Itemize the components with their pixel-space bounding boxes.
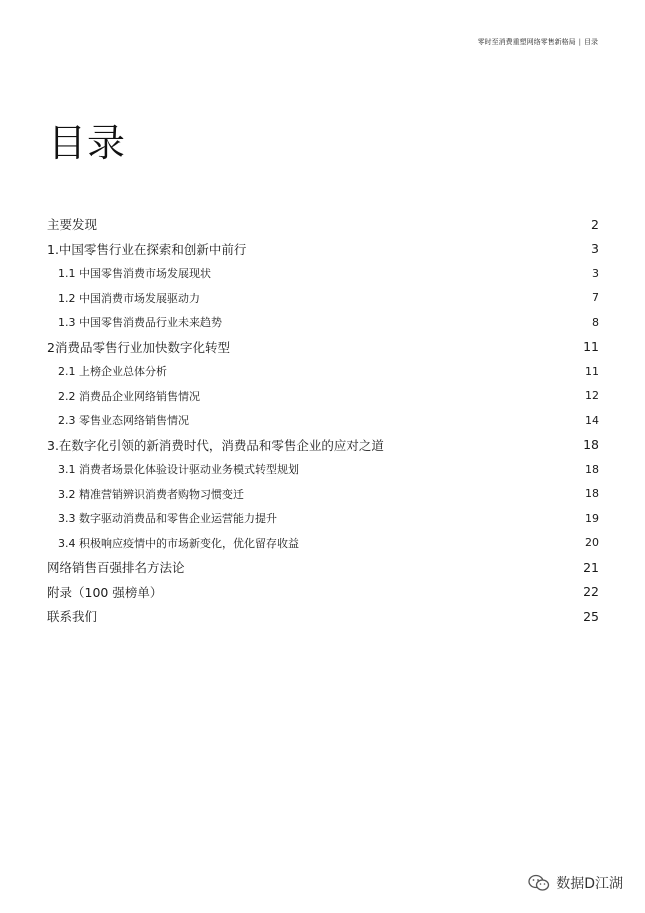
toc-entry-label: 联系我们 <box>47 609 98 625</box>
toc-entry-page: 18 <box>585 487 599 501</box>
toc-entry-page: 18 <box>585 462 599 476</box>
toc-subentry[interactable] <box>47 359 599 384</box>
toc-entry-page: 21 <box>583 559 599 575</box>
toc-entry-page: 3 <box>591 241 599 257</box>
toc-entry-label: 2.1 上榜企业总体分析 <box>58 365 167 379</box>
toc-entry-page: 14 <box>585 413 599 427</box>
toc-entry-page: 12 <box>585 389 599 403</box>
toc-subentry[interactable] <box>47 310 599 335</box>
toc-entry[interactable] <box>47 335 599 360</box>
toc-subentry[interactable] <box>47 286 599 311</box>
toc-entry-page: 20 <box>585 536 599 550</box>
header-section: 目录 <box>584 38 598 46</box>
toc-entry-label: 2消费品零售行业加快数字化转型 <box>47 339 230 355</box>
toc-entry-page: 3 <box>592 266 599 280</box>
toc-entry-label: 2.3 零售业态网络销售情况 <box>58 414 189 428</box>
toc-subentry[interactable] <box>47 531 599 556</box>
toc-entry-page: 11 <box>583 339 599 355</box>
toc-entry-label: 1.2 中国消费市场发展驱动力 <box>58 291 200 305</box>
toc-entry-page: 18 <box>583 437 599 453</box>
toc-entry-label: 3.1 消费者场景化体验设计驱动业务模式转型规划 <box>58 463 299 477</box>
toc-entry-label: 2.2 消费品企业网络销售情况 <box>58 389 200 403</box>
toc-subentry[interactable] <box>47 482 599 507</box>
table-of-contents <box>47 212 599 629</box>
toc-entry-label: 3.在数字化引领的新消费时代，消费品和零售企业的应对之道 <box>47 437 384 453</box>
toc-entry[interactable] <box>47 433 599 458</box>
toc-entry[interactable] <box>47 212 599 237</box>
toc-entry-label: 1.3 中国零售消费品行业未来趋势 <box>58 316 222 330</box>
toc-subentry[interactable] <box>47 506 599 531</box>
watermark-text: 数据D江湖 <box>556 876 623 892</box>
toc-entry-page: 8 <box>592 315 599 329</box>
toc-entry-label: 3.2 精准营销辨识消费者购物习惯变迁 <box>58 487 244 501</box>
toc-entry-label: 3.3 数字驱动消费品和零售企业运营能力提升 <box>58 512 277 526</box>
toc-entry-label: 网络销售百强排名方法论 <box>47 560 185 576</box>
toc-subentry[interactable] <box>47 457 599 482</box>
page-title: 目录 <box>48 121 127 165</box>
toc-entry-label: 3.4 积极响应疫情中的市场新变化，优化留存收益 <box>58 536 299 550</box>
watermark <box>528 873 623 893</box>
toc-entry-page: 22 <box>583 584 599 600</box>
toc-entry[interactable] <box>47 604 599 629</box>
header-separator: | <box>578 38 581 46</box>
toc-entry-label: 1.中国零售行业在探索和创新中前行 <box>47 241 247 257</box>
toc-entry[interactable] <box>47 580 599 605</box>
running-header <box>478 37 598 47</box>
toc-subentry[interactable] <box>47 261 599 286</box>
toc-entry-page: 11 <box>585 364 599 378</box>
toc-entry[interactable] <box>47 237 599 262</box>
toc-entry-page: 25 <box>583 608 599 624</box>
toc-entry-page: 2 <box>591 216 599 232</box>
toc-subentry[interactable] <box>47 384 599 409</box>
report-name: 零时至消费重塑网络零售新格局 <box>477 38 576 46</box>
toc-entry-page: 7 <box>592 291 599 305</box>
toc-entry-page: 19 <box>585 511 599 525</box>
toc-entry[interactable] <box>47 555 599 580</box>
wechat-icon <box>528 874 550 892</box>
toc-entry-label: 1.1 中国零售消费市场发展现状 <box>58 267 211 281</box>
toc-entry-label: 主要发现 <box>47 217 98 233</box>
toc-subentry[interactable] <box>47 408 599 433</box>
toc-entry-label: 附录（100 强榜单） <box>47 584 163 600</box>
